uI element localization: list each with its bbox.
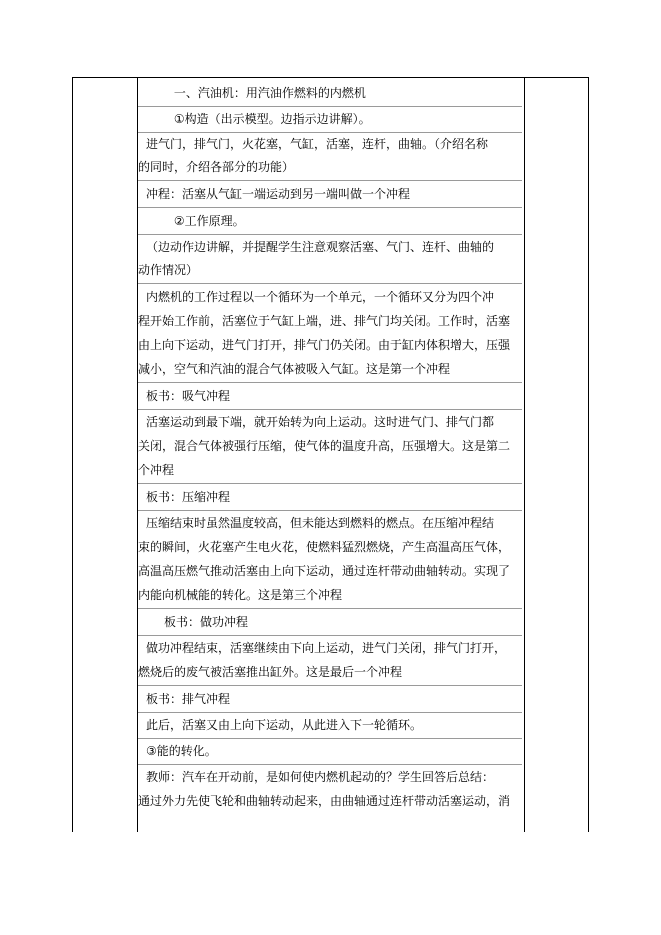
line-rule	[138, 409, 522, 410]
text-line: 束的瞬间，火花塞产生电火花，使燃料猛烈燃烧，产生高温高压气体，	[138, 540, 511, 554]
text-line: 程开始工作前，活塞位于气缸上端，进、排气门均关闭。工作时，活塞	[138, 314, 511, 328]
line-rule	[138, 483, 522, 484]
text-line: 压缩结束时虽然温度较高，但未能达到燃料的燃点。在压缩冲程结	[146, 516, 495, 530]
text-line: 冲程：活塞从气缸一端运动到另一端叫做一个冲程	[146, 187, 411, 201]
line-rule	[138, 510, 522, 511]
text-line: 个冲程	[138, 463, 175, 477]
text-line: ②工作原理。	[158, 214, 245, 228]
text-line: 高温高压燃气推动活塞由上向下运动，通过连杆带动曲轴转动。实现了	[138, 564, 511, 578]
text-line: 由上向下运动，进气门打开，排气门仍关闭。由于缸内体积增大，压强	[138, 338, 511, 352]
line-rule	[138, 283, 522, 284]
text-line: 教师：汽车在开动前，是如何使内燃机起动的？学生回答后总结：	[146, 770, 495, 784]
text-line: （边动作边讲解，并提醒学生注意观察活塞、气门、连杆、曲轴的	[146, 240, 495, 254]
line-rule	[138, 608, 522, 609]
line-rule	[138, 685, 522, 686]
text-line: 一、汽油机：用汽油作燃料的内燃机	[158, 86, 366, 100]
text-line: 内能向机械能的转化。这是第三个冲程	[138, 588, 343, 602]
line-rule	[138, 635, 522, 636]
text-line: 做功冲程结束，活塞继续由下向上运动，进气门关闭，排气门打开，	[146, 641, 507, 655]
line-rule	[138, 382, 522, 383]
line-rule	[138, 738, 522, 739]
text-line: 减小，空气和汽油的混合气体被吸入气缸。这是第一个冲程	[138, 362, 451, 376]
line-rule	[138, 712, 522, 713]
text-line: ③能的转化。	[146, 744, 217, 758]
text-line: 通过外力先使飞轮和曲轴转动起来，由曲轴通过连杆带动活塞运动，消	[138, 794, 511, 808]
text-line: 板书：压缩冲程	[146, 490, 231, 504]
text-line: 进气门，排气门，火花塞，气缸，活塞，连杆，曲轴。（介绍名称	[146, 137, 489, 151]
line-rule	[138, 106, 522, 107]
text-line: 动作情况）	[138, 263, 199, 277]
text-line: 的同时，介绍各部分的功能）	[138, 160, 295, 174]
line-rule	[138, 132, 522, 133]
text-line: 关闭，混合气体被强行压缩，使气体的温度升高，压强增大。这是第二	[138, 439, 511, 453]
table-column-divider-left	[137, 78, 138, 832]
text-line: 板书：吸气冲程	[146, 389, 231, 403]
text-line: 板书：做功冲程	[152, 615, 249, 629]
text-line: 此后，活塞又由上向下运动，从此进入下一轮循环。	[146, 718, 423, 732]
text-line: 板书：排气冲程	[146, 692, 231, 706]
text-line: 燃烧后的废气被活塞推出缸外。这是最后一个冲程	[138, 665, 403, 679]
text-line: 活塞运动到最下端，就开始转为向上运动。这时进气门、排气门都	[146, 415, 495, 429]
line-rule	[138, 234, 522, 235]
text-line: 内燃机的工作过程以一个循环为一个单元，一个循环又分为四个冲	[146, 290, 495, 304]
line-rule	[138, 764, 522, 765]
line-rule	[138, 207, 522, 208]
line-rule	[138, 180, 522, 181]
text-line: ①构造（出示模型。边指示边讲解）。	[158, 112, 371, 126]
